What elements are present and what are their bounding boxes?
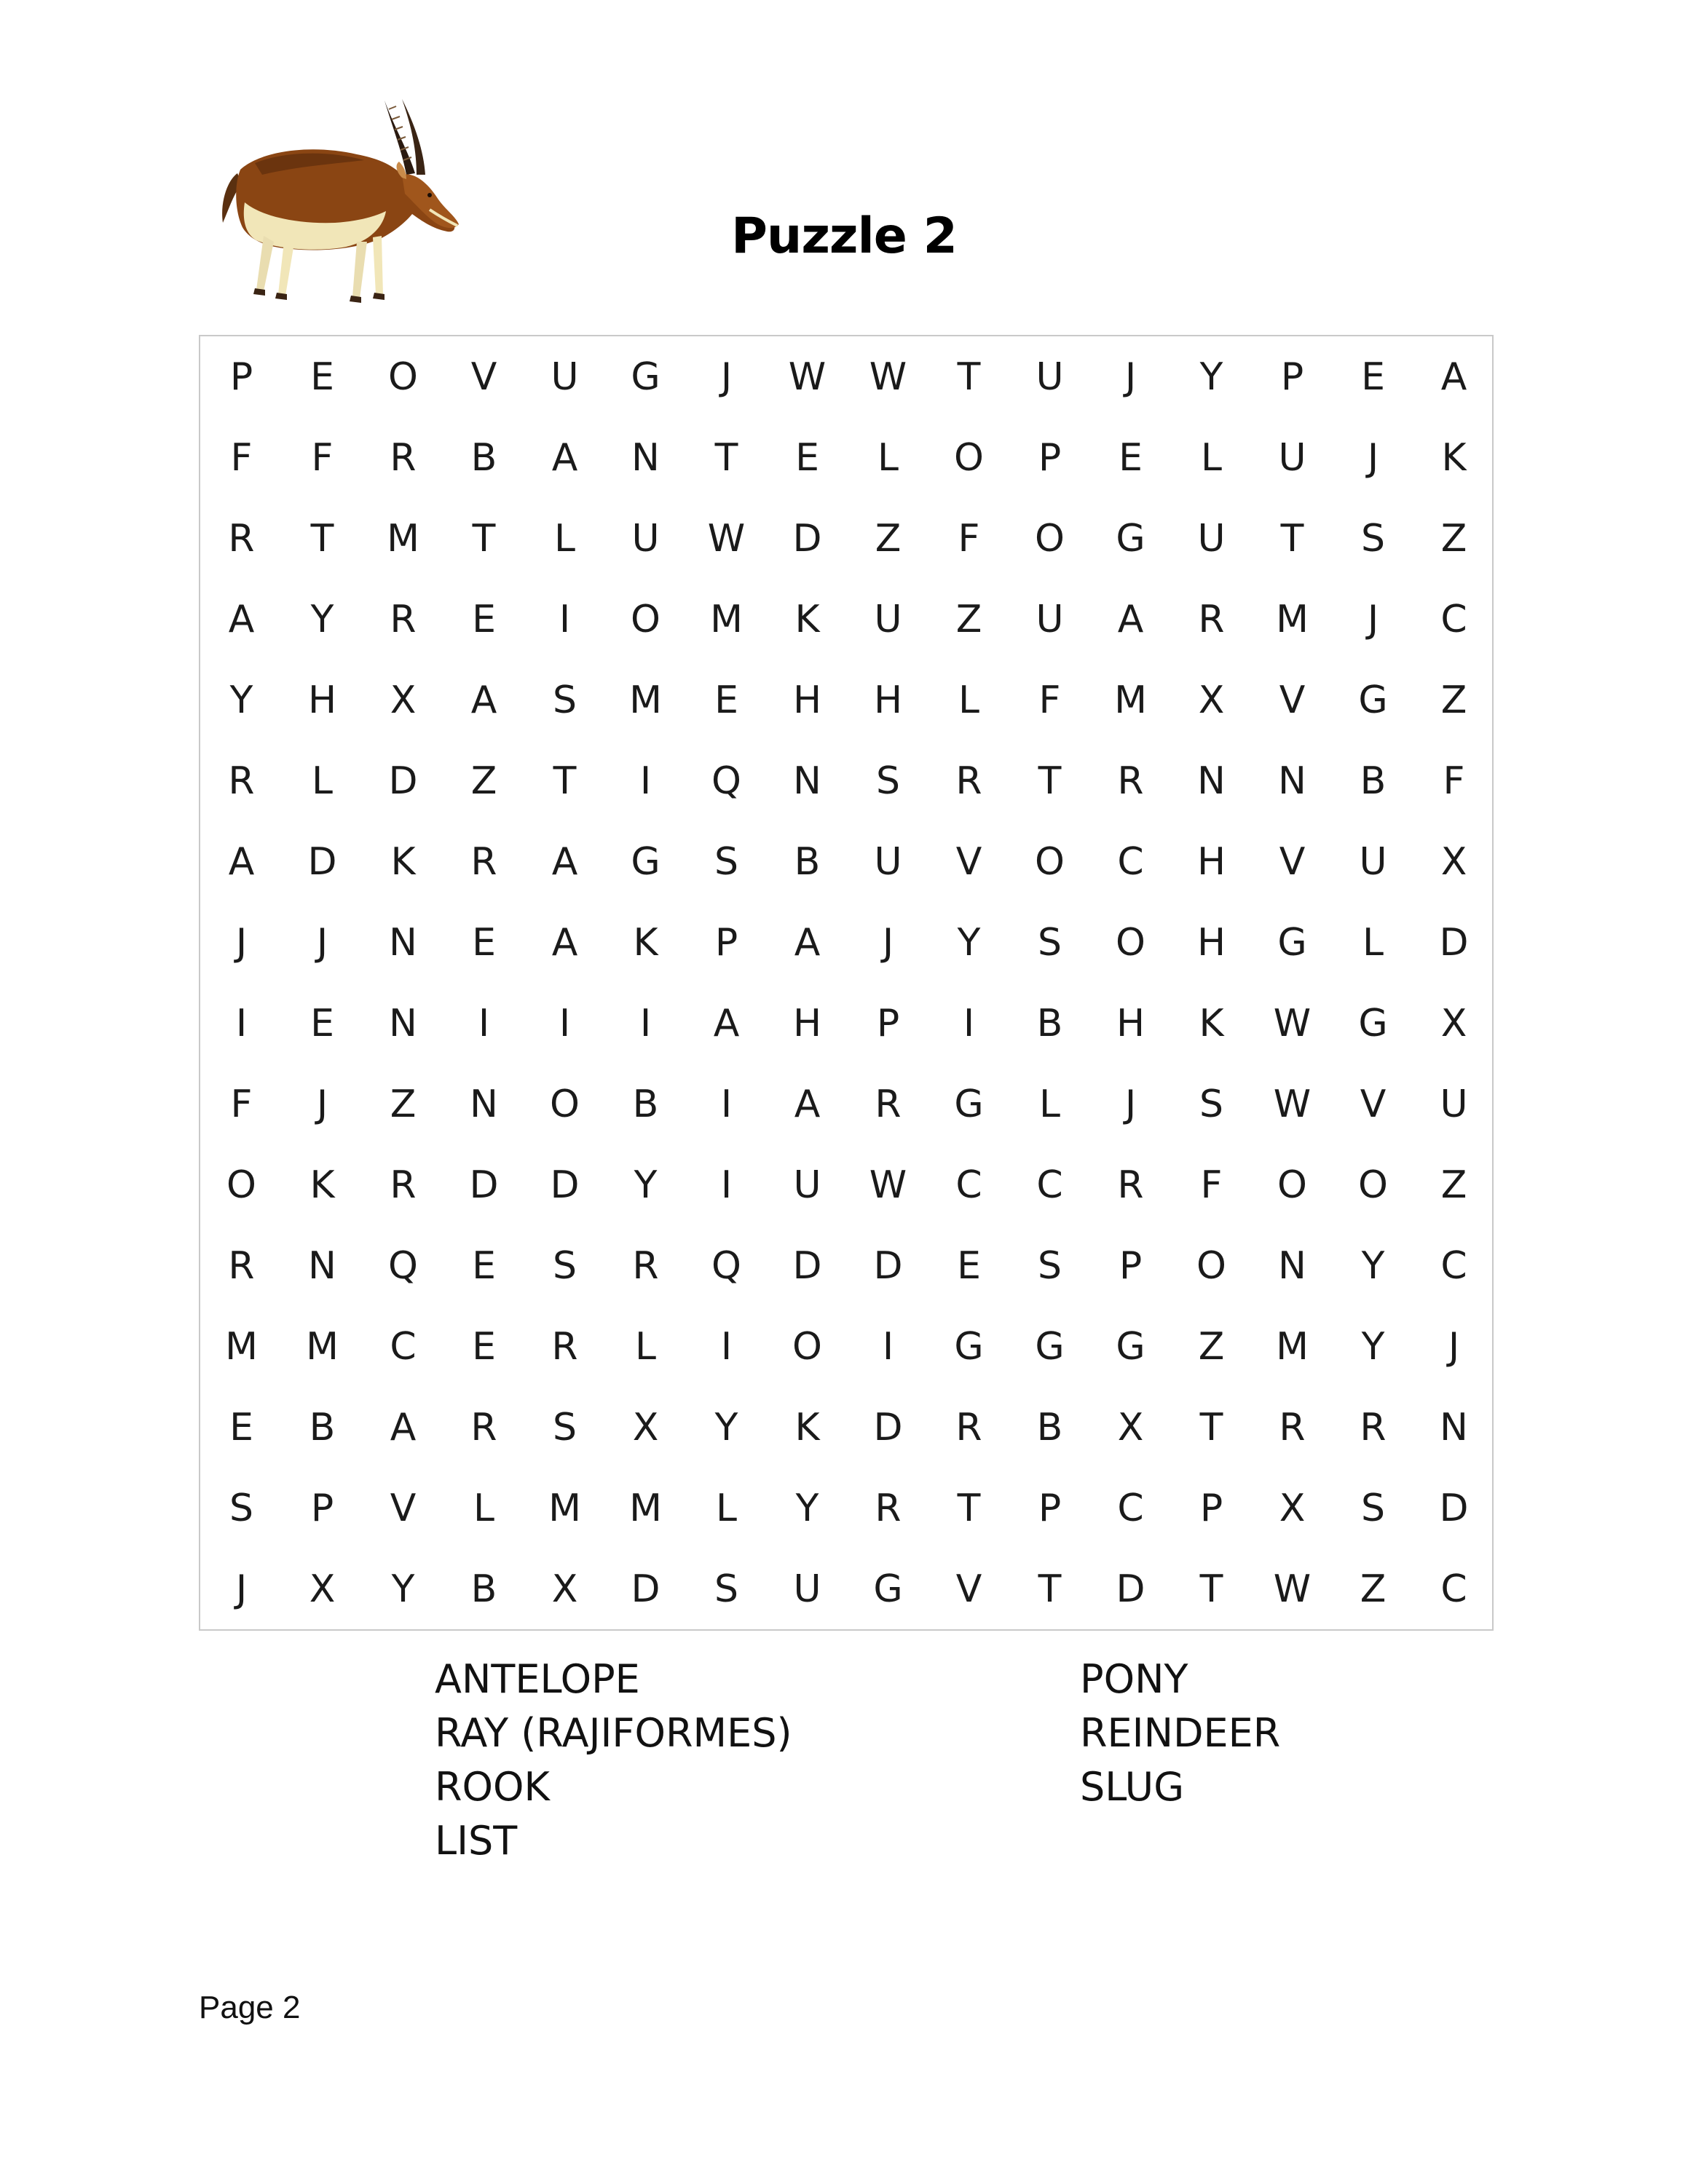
grid-letter: T [1038,1567,1062,1611]
grid-letter: L [958,678,979,722]
grid-letter: Q [388,1244,418,1288]
grid-letter: Y [1361,1244,1385,1288]
grid-letter: M [548,1487,581,1530]
word-list-item: SLUG [1080,1764,1185,1810]
grid-letter: U [631,517,660,561]
grid-letter: M [629,1487,662,1530]
grid-letter: G [1277,921,1307,965]
grid-letter: R [551,1325,578,1369]
grid-letter: T [1199,1406,1223,1449]
grid-letter: B [794,840,821,884]
grid-letter: P [229,355,253,399]
grid-letter: U [793,1567,821,1611]
grid-letter: S [229,1487,253,1530]
grid-letter: H [307,678,337,722]
grid-letter: G [873,1567,903,1611]
grid-letter: T [310,517,334,561]
antelope-illustration [211,93,481,304]
grid-letter: K [1441,436,1467,480]
grid-letter: L [1362,921,1384,965]
grid-letter: K [390,840,416,884]
grid-letter: D [388,759,418,803]
grid-letter: W [869,355,907,399]
grid-letter: Q [711,1244,741,1288]
grid-letter: J [1448,1325,1460,1369]
grid-letter: M [710,598,743,641]
word-list-item: REINDEER [1080,1710,1281,1756]
grid-letter: R [390,598,417,641]
grid-letter: S [552,1406,577,1449]
grid-letter: B [1036,1002,1063,1045]
word-list-item: LIST [435,1818,518,1864]
grid-letter: Y [1199,355,1223,399]
grid-letter: S [714,840,738,884]
grid-letter: E [472,921,496,965]
grid-letter: R [875,1083,902,1126]
grid-letter: D [873,1244,903,1288]
grid-letter: Y [957,921,981,965]
grid-letter: S [875,759,900,803]
grid-letter: Z [1440,517,1467,561]
grid-letter: D [792,1244,822,1288]
grid-letter: D [307,840,337,884]
grid-letter: E [472,1244,496,1288]
grid-letter: F [1200,1163,1223,1207]
grid-letter: S [1360,517,1385,561]
grid-letter: W [788,355,827,399]
grid-letter: C [955,1163,982,1207]
grid-letter: D [631,1567,660,1611]
grid-letter: H [792,678,822,722]
grid-letter: F [1443,759,1465,803]
grid-letter: L [1039,1083,1060,1126]
grid-letter: M [1114,678,1147,722]
grid-letter: I [478,1002,490,1045]
grid-letter: V [955,840,982,884]
grid-letter: S [1199,1083,1223,1126]
grid-letter: Z [955,598,982,641]
grid-letter: E [957,1244,981,1288]
grid-letter: U [1036,355,1064,399]
grid-letter: V [1279,840,1306,884]
word-list-item: PONY [1080,1656,1188,1702]
grid-letter: D [469,1163,499,1207]
grid-letter: O [631,598,660,641]
grid-letter: R [955,1406,982,1449]
grid-letter: S [1037,921,1062,965]
grid-letter: P [1280,355,1304,399]
grid-letter: S [552,678,577,722]
grid-letter: V [470,355,497,399]
grid-letter: G [631,840,660,884]
grid-letter: J [882,921,894,965]
grid-letter: R [470,840,497,884]
grid-letter: T [714,436,738,480]
grid-letter: A [470,678,497,722]
grid-letter: P [1199,1487,1223,1530]
grid-letter: M [1276,598,1309,641]
grid-letter: P [876,1002,900,1045]
grid-letter: R [875,1487,902,1530]
grid-letter: N [308,1244,336,1288]
grid-letter: Z [1198,1325,1225,1369]
grid-letter: S [1360,1487,1385,1530]
grid-letter: N [470,1083,498,1126]
grid-letter: I [720,1325,733,1369]
grid-letter: H [792,1002,822,1045]
grid-letter: I [639,1002,652,1045]
grid-letter: J [1367,598,1379,641]
grid-letter: N [1278,759,1306,803]
grid-letter: Y [310,598,334,641]
grid-letter: X [1440,1002,1467,1045]
grid-letter: O [1358,1163,1388,1207]
grid-letter: T [957,1487,981,1530]
grid-letter: E [472,598,496,641]
grid-letter: X [1440,840,1467,884]
grid-letter: S [552,1244,577,1288]
grid-letter: M [387,517,419,561]
grid-letter: V [1279,678,1306,722]
grid-letter: S [1037,1244,1062,1288]
grid-letter: E [714,678,738,722]
grid-letter: E [795,436,819,480]
grid-letter: N [631,436,660,480]
grid-letter: V [390,1487,417,1530]
grid-letter: W [1273,1083,1312,1126]
grid-letter: I [720,1083,733,1126]
grid-letter: X [1117,1406,1144,1449]
grid-letter: X [390,678,417,722]
grid-letter: R [228,1244,255,1288]
grid-letter: Y [714,1406,738,1449]
grid-letter: Q [711,759,741,803]
grid-letter: Y [1361,1325,1385,1369]
grid-letter: R [1117,759,1144,803]
grid-letter: Z [1360,1567,1387,1611]
grid-letter: C [1117,840,1144,884]
grid-letter: R [1360,1406,1387,1449]
grid-letter: J [316,921,328,965]
grid-letter: Z [1440,1163,1467,1207]
grid-letter: P [1038,1487,1062,1530]
grid-letter: P [714,921,738,965]
grid-letter: B [309,1406,336,1449]
grid-letter: B [470,436,497,480]
grid-letter: T [472,517,496,561]
grid-letter: I [963,1002,975,1045]
grid-letter: R [390,436,417,480]
grid-letter: E [1119,436,1143,480]
grid-letter: K [309,1163,335,1207]
grid-letter: U [793,1163,821,1207]
grid-letter: I [559,1002,571,1045]
grid-letter: K [794,598,820,641]
grid-letter: A [228,840,255,884]
grid-letter: Z [470,759,497,803]
letter-grid [200,336,1492,1629]
grid-letter: H [1196,840,1226,884]
grid-letter: A [551,921,578,965]
grid-letter: E [229,1406,253,1449]
grid-letter: O [954,436,984,480]
grid-letter: J [1124,1083,1137,1126]
grid-letter: A [1440,355,1467,399]
grid-letter: X [309,1567,336,1611]
grid-letter: O [388,355,418,399]
grid-letter: R [1117,1163,1144,1207]
grid-letter: X [1198,678,1225,722]
grid-letter: U [1197,517,1226,561]
grid-letter: J [235,921,248,965]
word-search-grid [199,335,1494,1631]
grid-letter: J [720,355,733,399]
grid-letter: R [1198,598,1225,641]
grid-letter: E [310,1002,334,1045]
grid-letter: E [472,1325,496,1369]
grid-letter: C [1036,1163,1063,1207]
grid-letter: G [1358,1002,1388,1045]
grid-letter: U [1278,436,1306,480]
grid-letter: F [1038,678,1061,722]
page-number: Page 2 [199,1990,301,2025]
grid-letter: C [1440,1244,1467,1288]
grid-letter: M [629,678,662,722]
grid-letter: N [389,1002,417,1045]
grid-letter: W [869,1163,907,1207]
grid-letter: W [1273,1002,1312,1045]
grid-letter: R [390,1163,417,1207]
grid-letter: A [551,436,578,480]
grid-letter: K [1199,1002,1224,1045]
grid-letter: G [1116,1325,1145,1369]
grid-letter: Z [875,517,902,561]
grid-letter: U [1440,1083,1468,1126]
grid-letter: B [1360,759,1387,803]
grid-letter: T [1038,759,1062,803]
grid-letter: N [1440,1406,1468,1449]
grid-letter: D [1116,1567,1145,1611]
grid-letter: L [716,1487,737,1530]
grid-letter: Y [795,1487,819,1530]
grid-letter: B [470,1567,497,1611]
grid-letter: O [226,1163,256,1207]
grid-letter: C [390,1325,417,1369]
grid-letter: B [1036,1406,1063,1449]
grid-letter: A [713,1002,740,1045]
grid-letter: H [873,678,903,722]
grid-letter: R [1279,1406,1306,1449]
grid-letter: P [1119,1244,1143,1288]
grid-letter: M [306,1325,339,1369]
grid-letter: C [1440,1567,1467,1611]
grid-letter: D [1439,1487,1469,1530]
grid-letter: R [228,759,255,803]
grid-letter: O [1196,1244,1226,1288]
grid-letter: G [954,1083,984,1126]
grid-letter: D [1439,921,1469,965]
grid-letter: J [316,1083,328,1126]
grid-letter: Y [391,1567,415,1611]
grid-letter: L [877,436,899,480]
grid-letter: L [554,517,575,561]
grid-letter: U [874,840,902,884]
grid-letter: E [1361,355,1385,399]
grid-letter: F [311,436,334,480]
grid-letter: U [1036,598,1064,641]
grid-letter: O [792,1325,822,1369]
grid-letter: W [1273,1567,1312,1611]
grid-letter: Z [1440,678,1467,722]
word-list-left [435,1653,792,1868]
grid-letter: U [874,598,902,641]
grid-letter: A [551,840,578,884]
grid-letter: N [1197,759,1226,803]
grid-letter: I [235,1002,248,1045]
grid-letter: N [1278,1244,1306,1288]
word-list-item: ROOK [435,1764,550,1810]
grid-letter: P [310,1487,334,1530]
grid-letter: Y [634,1163,658,1207]
grid-letter: F [958,517,980,561]
word-list-item: RAY (RAJIFORMES) [435,1710,792,1756]
grid-letter: J [1124,355,1137,399]
grid-letter: V [955,1567,982,1611]
grid-letter: Y [229,678,253,722]
grid-letter: R [632,1244,659,1288]
grid-letter: D [792,517,822,561]
grid-letter: O [1277,1163,1307,1207]
grid-letter: C [1117,1487,1144,1530]
grid-letter: D [873,1406,903,1449]
grid-letter: X [1279,1487,1306,1530]
grid-letter: L [312,759,333,803]
grid-letter: H [1196,921,1226,965]
grid-letter: M [225,1325,258,1369]
grid-letter: G [1116,517,1145,561]
grid-letter: A [390,1406,417,1449]
grid-letter: A [1117,598,1144,641]
grid-letter: C [1440,598,1467,641]
grid-letter: K [633,921,658,965]
grid-letter: Z [390,1083,417,1126]
grid-letter: G [1035,1325,1065,1369]
grid-letter: O [1116,921,1145,965]
grid-letter: O [1035,517,1065,561]
word-list-item: ANTELOPE [435,1656,640,1702]
grid-letter: U [551,355,579,399]
grid-letter: J [235,1567,248,1611]
grid-letter: A [228,598,255,641]
grid-letter: B [632,1083,659,1126]
grid-letter: R [955,759,982,803]
grid-letter: G [631,355,660,399]
grid-letter: T [1199,1567,1223,1611]
grid-letter: H [1116,1002,1145,1045]
grid-letter: I [720,1163,733,1207]
grid-letter: L [635,1325,656,1369]
grid-letter: F [230,436,253,480]
grid-letter: M [1276,1325,1309,1369]
grid-letter: X [551,1567,578,1611]
grid-letter: I [559,598,571,641]
grid-letter: I [639,759,652,803]
grid-letter: S [714,1567,738,1611]
grid-letter: G [954,1325,984,1369]
grid-letter: L [473,1487,494,1530]
word-list-right [1080,1653,1280,1814]
grid-letter: A [794,921,821,965]
grid-letter: E [310,355,334,399]
grid-letter: V [1360,1083,1387,1126]
grid-letter: T [1280,517,1304,561]
grid-letter: G [1358,678,1388,722]
grid-letter: L [1201,436,1222,480]
grid-letter: J [1367,436,1379,480]
grid-letter: R [228,517,255,561]
grid-letter: A [794,1083,821,1126]
grid-letter: F [230,1083,253,1126]
grid-letter: T [957,355,981,399]
grid-letter: R [470,1406,497,1449]
grid-letter: P [1038,436,1062,480]
grid-letter: U [1359,840,1387,884]
grid-letter: N [793,759,821,803]
grid-letter: O [550,1083,580,1126]
page-title: Puzzle 2 [731,207,957,265]
grid-letter: I [882,1325,894,1369]
grid-letter: T [553,759,577,803]
grid-letter: O [1035,840,1065,884]
grid-letter: D [550,1163,580,1207]
grid-letter: W [707,517,746,561]
grid-letter: K [794,1406,820,1449]
grid-letter: X [632,1406,659,1449]
grid-letter: N [389,921,417,965]
